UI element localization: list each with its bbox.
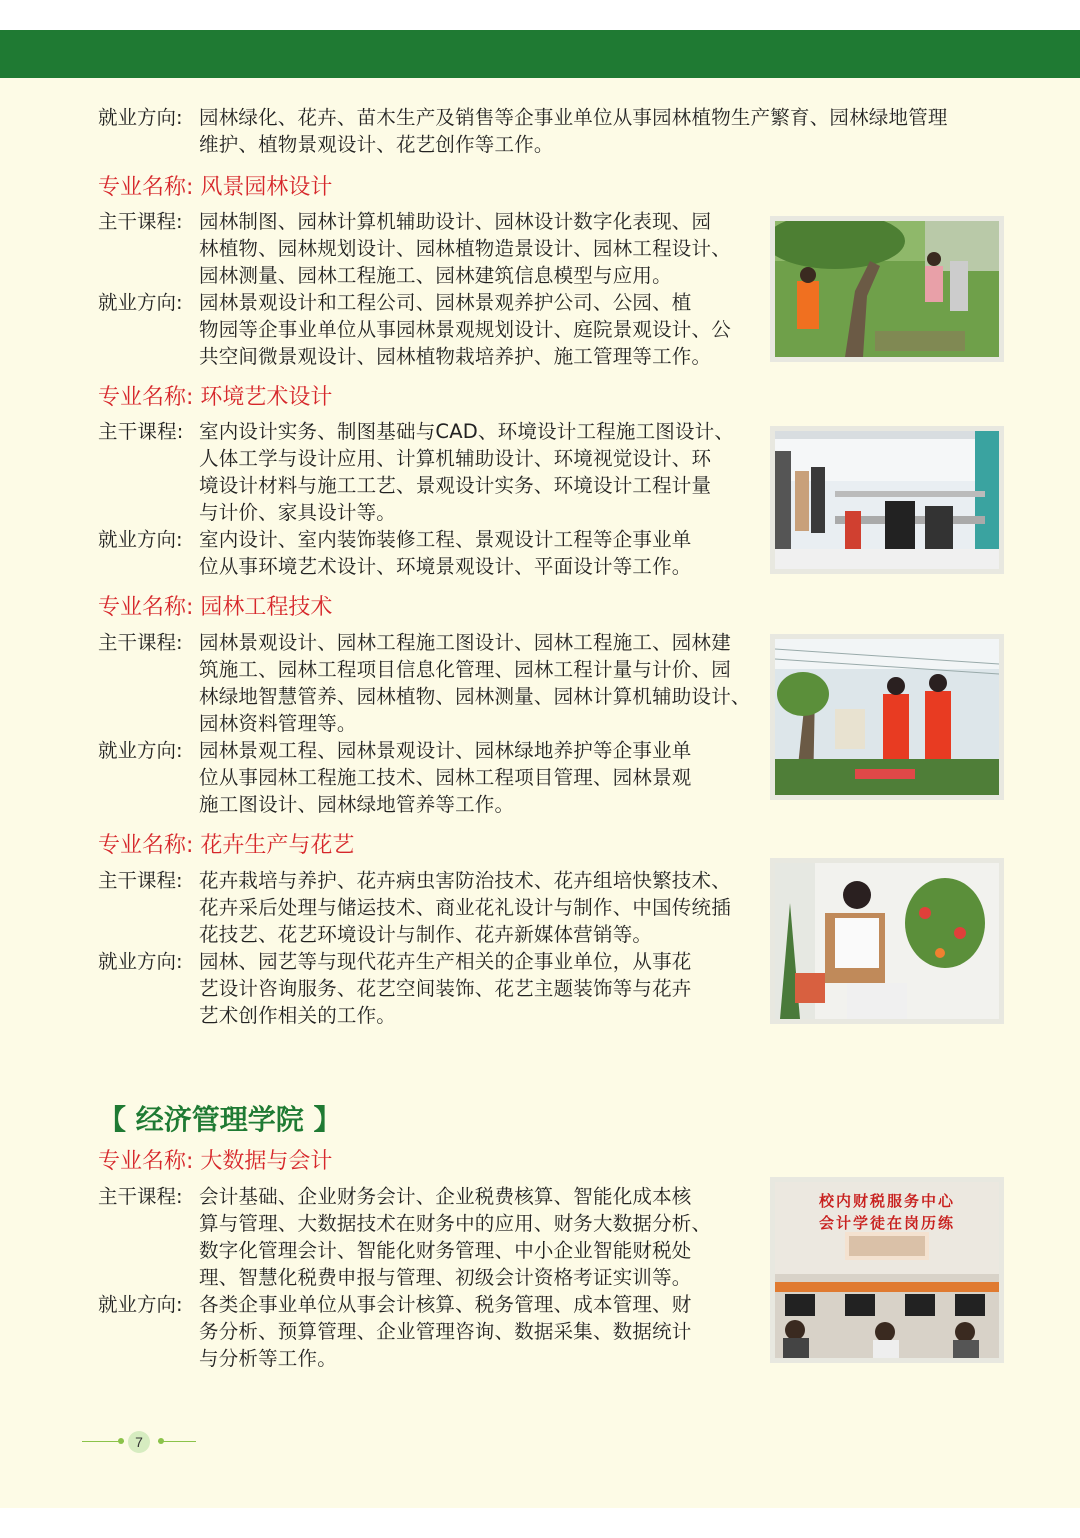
job-line: 施工图设计、园林绿地管养等工作。 [199,793,515,816]
page-number: 7 [128,1431,150,1453]
course-line: 花卉采后处理与储运技术、商业花礼设计与制作、中国传统插 [199,896,731,919]
job-line: 物园等企事业单位从事园林景观规划设计、庭院景观设计、公 [199,318,731,341]
course-line: 园林测量、园林工程施工、园林建筑信息模型与应用。 [199,264,672,287]
page-number-rule-right [158,1441,196,1442]
job-label: 就业方向: [98,1293,183,1316]
course-line: 园林景观设计、园林工程施工图设计、园林工程施工、园林建 [199,631,731,654]
photo-greenhouse-students [770,634,1004,800]
course-line: 林植物、园林规划设计、园林植物造景设计、园林工程设计、 [199,237,731,260]
photo-garden-sketching [770,216,1004,362]
course-line: 园林资料管理等。 [199,712,357,735]
major-title: 专业名称: 大数据与会计 [98,1149,333,1174]
job-line: 各类企事业单位从事会计核算、税务管理、成本管理、财 [199,1293,692,1316]
course-label: 主干课程: [98,631,183,654]
course-line: 理、智慧化税费申报与管理、初级会计资格考证实训等。 [199,1266,692,1289]
job-label: 就业方向: [98,291,183,314]
job-line: 艺术创作相关的工作。 [199,1004,397,1027]
college-heading: 【 经济管理学院 】 [98,1103,342,1136]
job-line: 园林绿化、花卉、苗木生产及销售等企事业单位从事园林植物生产繁育、园林绿地管理 [199,106,948,129]
job-label: 就业方向: [98,739,183,762]
major-title: 专业名称: 风景园林设计 [98,175,333,200]
course-label: 主干课程: [98,210,183,233]
top-margin [0,0,1080,30]
major-title: 专业名称: 环境艺术设计 [98,385,333,410]
course-line: 室内设计实务、制图基础与CAD、环境设计工程施工图设计、 [199,420,735,443]
job-line: 务分析、预算管理、企业管理咨询、数据采集、数据统计 [199,1320,692,1343]
course-line: 境设计材料与施工工艺、景观设计实务、环境设计工程计量 [199,474,712,497]
job-label: 就业方向: [98,106,183,129]
job-line: 位从事环境艺术设计、环境景观设计、平面设计等工作。 [199,555,692,578]
photo-accounting-center [770,1177,1004,1363]
job-line: 室内设计、室内装饰装修工程、景观设计工程等企事业单 [199,528,692,551]
course-line: 花技艺、花艺环境设计与制作、花卉新媒体营销等。 [199,923,653,946]
major-title: 专业名称: 园林工程技术 [98,595,333,620]
photo-sign-line: 校内财税服务中心 [818,1192,955,1210]
course-line: 与计价、家具设计等。 [199,501,397,524]
job-line: 与分析等工作。 [199,1347,337,1370]
course-line: 数字化管理会计、智能化财务管理、中小企业智能财税处 [199,1239,692,1262]
job-line: 位从事园林工程施工技术、园林工程项目管理、园林景观 [199,766,692,789]
course-line: 算与管理、大数据技术在财务中的应用、财务大数据分析、 [199,1212,712,1235]
course-line: 筑施工、园林工程项目信息化管理、园林工程计量与计价、园 [199,658,731,681]
course-line: 会计基础、企业财务会计、企业税费核算、智能化成本核 [199,1185,692,1208]
course-line: 人体工学与设计应用、计算机辅助设计、环境视觉设计、环 [199,447,712,470]
course-line: 林绿地智慧管养、园林植物、园林测量、园林计算机辅助设计、 [199,685,751,708]
course-label: 主干课程: [98,1185,183,1208]
course-label: 主干课程: [98,420,184,443]
photo-floral-art [770,858,1004,1024]
job-label: 就业方向: [98,950,183,973]
job-label: 就业方向: [98,528,183,551]
course-line: 园林制图、园林计算机辅助设计、园林设计数字化表现、园 [199,210,712,233]
job-line: 共空间微景观设计、园林植物栽培养护、施工管理等工作。 [199,345,712,368]
job-line: 园林景观工程、园林景观设计、园林绿地养护等企事业单 [199,739,692,762]
major-title: 专业名称: 花卉生产与花艺 [98,833,355,858]
job-line: 维护、植物景观设计、花艺创作等工作。 [199,133,554,156]
job-line: 园林、园艺等与现代花卉生产相关的企事业单位，从事花 [199,950,692,973]
course-line: 花卉栽培与养护、花卉病虫害防治技术、花卉组培快繁技术、 [199,869,731,892]
job-line: 艺设计咨询服务、花艺空间装饰、花艺主题装饰等与花卉 [199,977,692,1000]
header-bar [0,30,1080,78]
course-label: 主干课程: [98,869,183,892]
page-number-dot-left [118,1438,124,1444]
photo-sign-line: 会计学徒在岗历练 [818,1214,955,1232]
job-line: 园林景观设计和工程公司、园林景观养护公司、公园、植 [199,291,692,314]
bottom-margin [0,1508,1080,1538]
photo-computer-lab [770,426,1004,574]
